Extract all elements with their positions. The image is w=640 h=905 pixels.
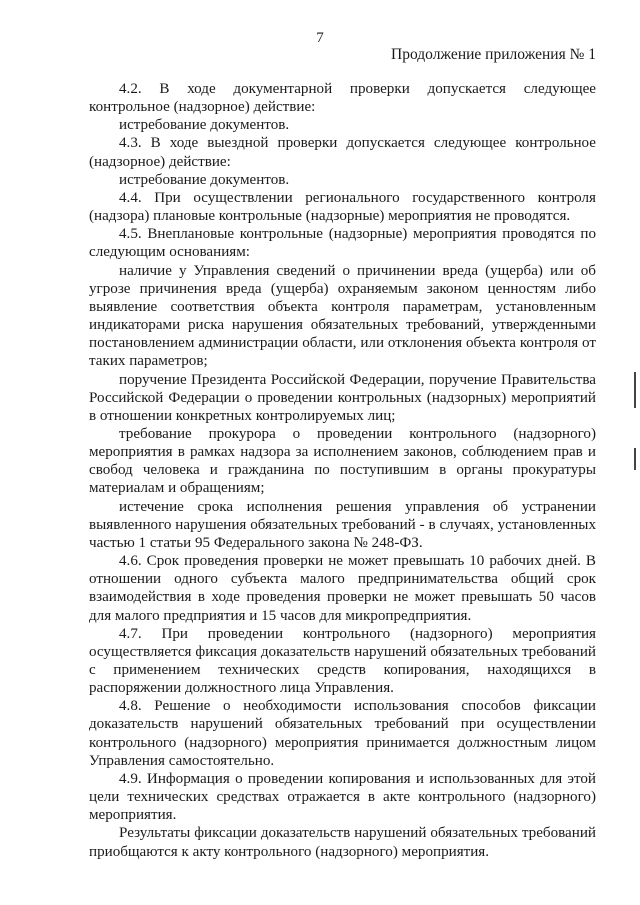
paragraph-4-5: 4.5. Внеплановые контрольные (надзорные) мероприятия проводятся по следующим основаниям: xyxy=(89,226,596,261)
paragraph-4-7: 4.7. При проведении контрольного (надзорного) мероприятия осуществляется фиксация доказательств нарушений обязательных требований с применением технических средств копирования, находящихся в распоряжении должностного лица Управления. xyxy=(89,625,596,697)
paragraph-4-5-ground-4: истечение срока исполнения решения управления об устранении выявленного нарушения обязательных требований - в случаях, установленных частью 1 статьи 95 Федерального закона № 248-ФЗ. xyxy=(89,498,596,551)
paragraph-results: Результаты фиксации доказательств нарушений обязательных требований приобщаются к акту контрольного (надзорного) мероприятия. xyxy=(89,825,596,860)
appendix-continuation-note: Продолжение приложения № 1 xyxy=(391,46,596,63)
paragraph-4-3-action: истребование документов. xyxy=(119,171,290,188)
paragraph-4-5-ground-2: поручение Президента Российской Федерации, поручение Правительства Российской Федерации о проведении контрольных (надзорных) мероприятий в отношении конкретных контролируемых лиц; xyxy=(89,371,596,424)
paragraph-4-8: 4.8. Решение о необходимости использования способов фиксации доказательств нарушений обязательных требований при осуществлении контрольного (надзорного) мероприятия принимается должностным лицом Управления самостоятельно. xyxy=(89,698,596,769)
paragraph-4-3: 4.3. В ходе выездной проверки допускается следующее контрольное (надзорное) действие: xyxy=(89,135,596,170)
document-body xyxy=(89,80,596,861)
paragraph-4-5-ground-1: наличие у Управления сведений о причинении вреда (ущерба) или об угрозе причинения вреда (ущерба) охраняемым законом ценностям либо выявление соответствия объекта контроля параметрам, установленным индикаторами риска нарушения обязательных требований, утвержденными постановлением администрации области, или отклонения объекта контроля от таких параметров; xyxy=(89,262,596,370)
scan-edge-mark xyxy=(634,372,636,408)
paragraph-4-9: 4.9. Информация о проведении копирования и использованных для этой цели технических средствах отражается в акте контрольного (надзорного) мероприятия. xyxy=(89,770,596,824)
page-number: 7 xyxy=(316,30,324,46)
paragraph-4-2: 4.2. В ходе документарной проверки допускается следующее контрольное (надзорное) действие: xyxy=(89,81,596,116)
paragraph-4-5-ground-3: требование прокурора о проведении контрольного (надзорного) мероприятия в рамках надзора за исполнением законов, соблюдением прав и свобод человека и гражданина по поступившим в органы прокуратуры материалам и обращениям; xyxy=(89,425,596,497)
scan-edge-mark xyxy=(634,448,636,470)
paragraph-4-4: 4.4. При осуществлении регионального государственного контроля (надзора) плановые контрольные (надзорные) мероприятия не проводятся. xyxy=(89,189,596,225)
paragraph-4-6: 4.6. Срок проведения проверки не может превышать 10 рабочих дней. В отношении одного субъекта малого предпринимательства общий срок взаимодействия в ходе проведения проверки не может превышать 50 часов для малого предприятия и 15 часов для микропредприятия. xyxy=(89,553,596,624)
paragraph-4-2-action: истребование документов. xyxy=(119,117,290,134)
